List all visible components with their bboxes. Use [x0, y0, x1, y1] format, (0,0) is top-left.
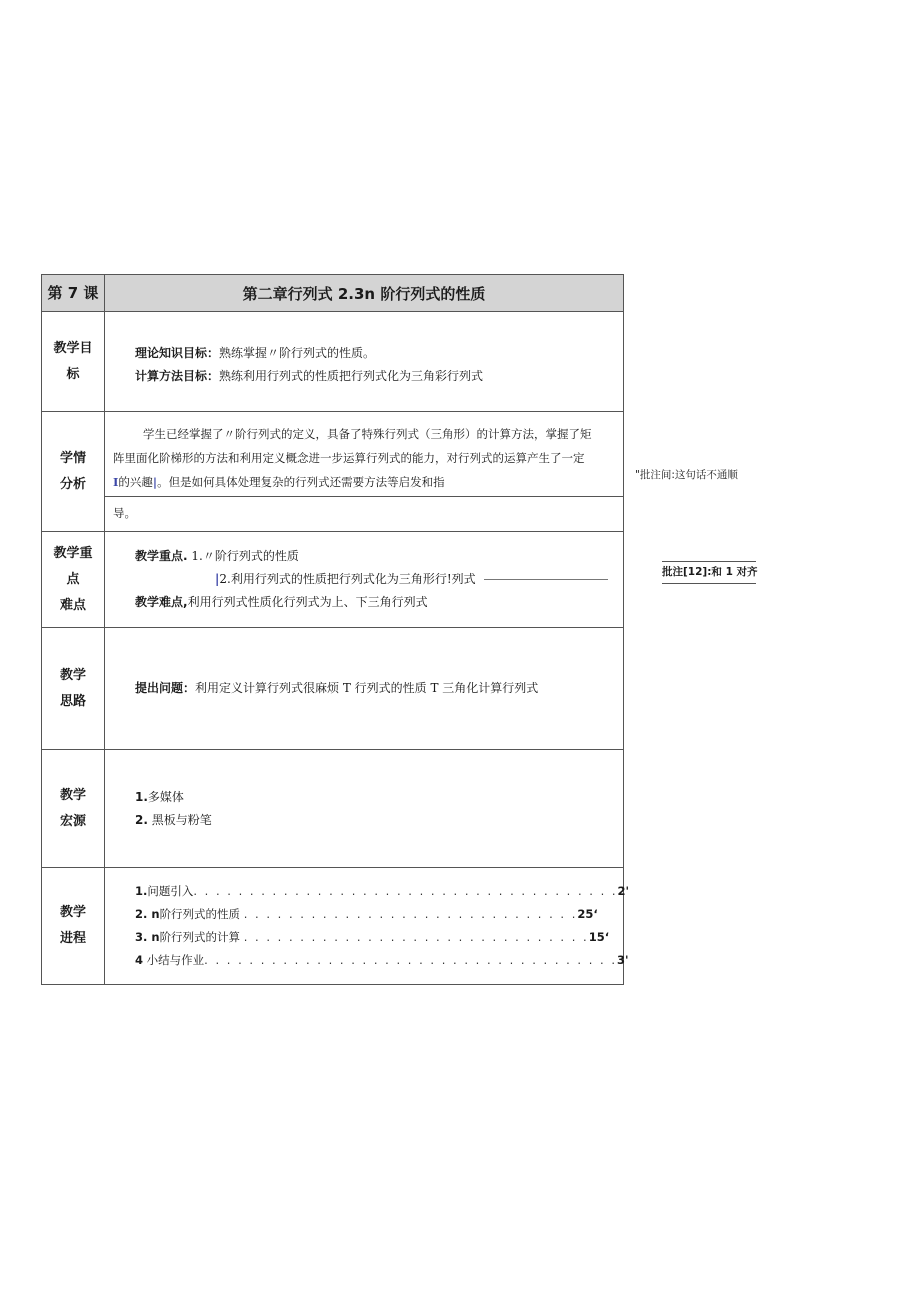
- analysis-content: 学生已经掌握了〃阶行列式的定义，具备了特殊行列式（三角形）的计算方法，掌握了矩 阵里面化阶梯形的方法和利用定义概念进一步运算行列式的能力，对行列式的运算产生了一定 I的兴趣|。但是如何具体处理复杂的行列式还需要方法等启发和指 导。: [105, 412, 624, 532]
- comment-leader-line: [484, 579, 608, 580]
- list-item: 3. n 阶行列式的计算 . . . . . . . . . . . . . . . . . . . . . . . . . . . . . . . 15‘: [135, 930, 610, 944]
- list-item: 4 小结与作业 . . . . . . . . . . . . . . . . . . . . . . . . . . . . . . . . . . . . . 3': [135, 953, 629, 967]
- header-row: [42, 275, 624, 312]
- list-item: 1.多媒体: [135, 789, 184, 804]
- list-item: 1. 问题引入 . . . . . . . . . . . . . . . . . . . . . . . . . . . . . . . . . . . . . . 2': [135, 884, 630, 898]
- process-content: [105, 868, 630, 985]
- key-points-row: [42, 532, 624, 628]
- resources-row: [42, 750, 624, 868]
- comment-divider: [662, 583, 756, 584]
- lesson-number: 第 7 课: [42, 275, 105, 312]
- goals-row: [42, 312, 624, 412]
- comment-anchor-mark: |: [152, 475, 158, 489]
- goal-item: 理论知识目标：熟练掌握〃阶行列式的性质。: [135, 345, 376, 360]
- list-item: 2. 黑板与粉笔: [135, 812, 212, 827]
- comment-anchor-mark: |: [215, 572, 220, 586]
- approach-label: 教学 思路: [42, 628, 105, 750]
- list-item: 2. n 阶行列式的性质 . . . . . . . . . . . . . . . . . . . . . . . . . . . . . . 25‘: [135, 907, 598, 921]
- process-row: [42, 868, 624, 985]
- comment-divider: [662, 561, 756, 562]
- approach-content: 提出问题：利用定义计算行列式很麻烦 T 行列式的性质 T 三角化计算行列式: [105, 628, 624, 750]
- approach-row: [42, 628, 624, 750]
- key-points-label: 教学重 点 难点: [42, 532, 105, 628]
- goal-item: 计算方法目标：熟练利用行列式的性质把行列式化为三角彩行列式: [135, 368, 484, 383]
- resources-label: 教学 宏源: [42, 750, 105, 868]
- goals-content: [105, 312, 624, 412]
- analysis-row: [42, 412, 624, 532]
- comment-note[interactable]: 批注[12]:和 1 对齐: [662, 566, 758, 578]
- lesson-title: 第二章行列式 2.3n 阶行列式的性质: [105, 275, 624, 312]
- goals-label: 教学目 标: [42, 312, 105, 412]
- key-points-content: 教学重点. 1.〃阶行列式的性质 |2.利用行列式的性质把行列式化为三角形行!列式 教学难点,利用行列式性质化行列式为上、下三角行列式: [105, 532, 624, 628]
- process-label: 教学 进程: [42, 868, 105, 985]
- resources-content: [105, 750, 624, 868]
- comment-anchor-mark: I: [113, 475, 119, 489]
- analysis-label: 学情 分析: [42, 412, 105, 532]
- lesson-plan-table: [41, 274, 630, 985]
- comment-note[interactable]: "批注间:这句话不通顺: [635, 469, 738, 481]
